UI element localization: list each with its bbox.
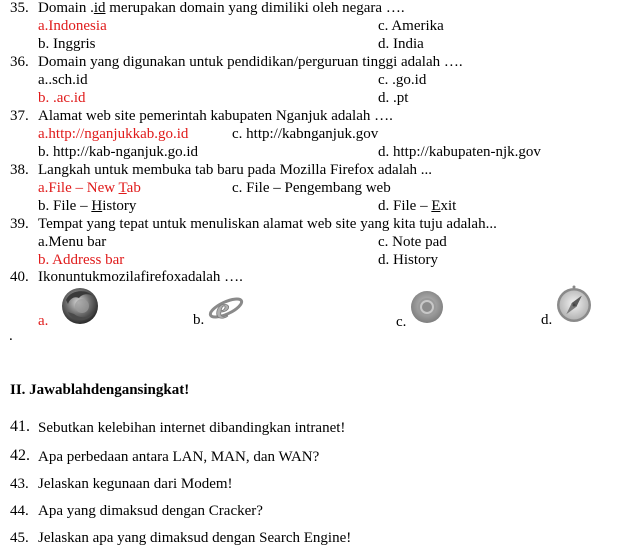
q36-option-c: c. .go.id [378, 72, 427, 88]
svg-text:e: e [216, 292, 230, 325]
essay-43-text: Jelaskan kegunaan dari Modem! [38, 476, 233, 492]
q40-option-a: a. [38, 313, 49, 329]
q37-number: 37. [10, 108, 29, 124]
q36-option-b: b. .ac.id [38, 90, 86, 106]
q37-option-c: c. http://kabnganjuk.gov [232, 126, 379, 142]
q40-option-c: c. [396, 314, 407, 330]
q35-option-d: d. India [378, 36, 424, 52]
q39-option-d: d. History [378, 252, 438, 268]
q38-option-c: c. File – Pengembang web [232, 180, 391, 196]
q36-option-a: a..sch.id [38, 72, 88, 88]
essay-42-text: Apa perbedaan antara LAN, MAN, dan WAN? [38, 449, 320, 465]
q40-question: Ikonuntukmozilafirefoxadalah …. [38, 269, 243, 285]
q37-question: Alamat web site pemerintah kabupaten Nganjuk adalah …. [38, 108, 393, 124]
q39-option-c: c. Note pad [378, 234, 447, 250]
essay-45-text: Jelaskan apa yang dimaksud dengan Search Engine! [38, 530, 352, 546]
q40-option-b: b. [193, 312, 205, 328]
q37-option-a: a.http://nganjukkab.go.id [38, 126, 189, 142]
q35-number: 35. [10, 0, 29, 16]
q36-option-d: d. .pt [378, 90, 409, 106]
q35-option-b: b. Inggris [38, 36, 96, 52]
q39-option-b: b. Address bar [38, 252, 125, 268]
firefox-icon [60, 286, 100, 326]
q38-option-b: b. File – History [38, 198, 137, 214]
q40-number: 40. [10, 269, 29, 285]
essay-45-number: 45. [10, 530, 29, 546]
q35-option-c: c. Amerika [378, 18, 444, 34]
q36-question: Domain yang digunakan untuk pendidikan/perguruan tinggi adalah …. [38, 54, 463, 70]
q35-question: Domain .id merupakan domain yang dimiliki oleh negara …. [38, 0, 405, 16]
essay-44-text: Apa yang dimaksud dengan Cracker? [38, 503, 263, 519]
essay-44-number: 44. [10, 503, 29, 519]
q38-question: Langkah untuk membuka tab baru pada Mozilla Firefox adalah ... [38, 162, 433, 178]
q37-option-d: d. http://kabupaten-njk.gov [378, 144, 541, 160]
q39-question: Tempat yang tepat untuk menuliskan alamat web site yang kita tuju adalah... [38, 216, 497, 232]
q35-option-a: a.Indonesia [38, 18, 107, 34]
essay-42-number: 42. [10, 447, 30, 464]
q39-option-a: a.Menu bar [38, 234, 107, 250]
q39-number: 39. [10, 216, 29, 232]
q36-number: 36. [10, 54, 29, 70]
essay-43-number: 43. [10, 476, 29, 492]
chrome-gray-icon [410, 290, 444, 324]
q40-option-d: d. [541, 312, 553, 328]
q38-option-d: d. File – Exit [378, 198, 457, 214]
q37-option-b: b. http://kab-nganjuk.go.id [38, 144, 198, 160]
stray-dot: . [9, 328, 13, 344]
safari-icon [555, 284, 593, 324]
essay-41-text: Sebutkan kelebihan internet dibandingkan intranet! [38, 420, 346, 436]
q38-option-a: a.File – New Tab [38, 180, 141, 196]
internet-explorer-icon [208, 290, 246, 326]
q38-number: 38. [10, 162, 29, 178]
section-2-title: II. Jawablahdengansingkat! [10, 382, 190, 398]
essay-41-number: 41. [10, 418, 30, 435]
